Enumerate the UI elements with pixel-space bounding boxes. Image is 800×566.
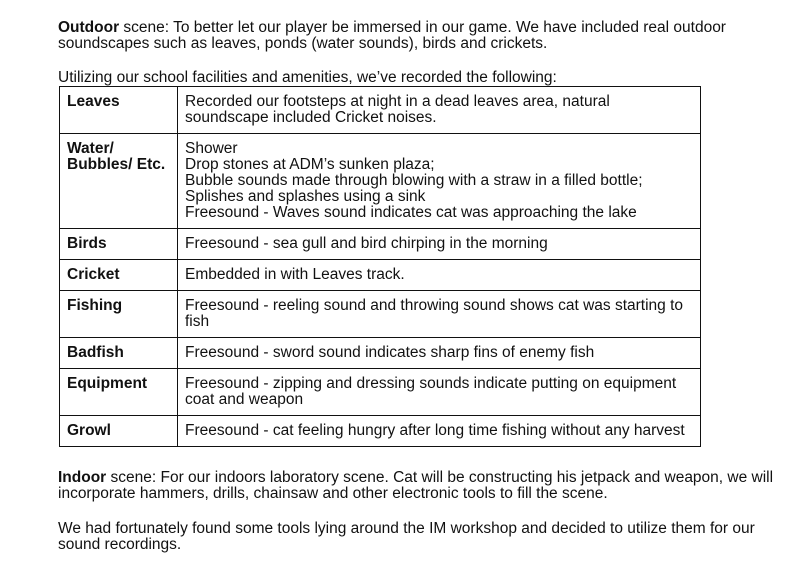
row-description	[178, 229, 701, 260]
outdoor-paragraph	[58, 20, 788, 52]
row-name: Fishing	[60, 291, 178, 338]
description-line: Freesound - reeling sound and throwing sound shows cat was starting to fish	[185, 297, 684, 330]
table-row	[60, 229, 701, 260]
description-line: Recorded our footsteps at night in a dead leaves area, natural soundscape included Cricket noises.	[185, 93, 610, 126]
description-line: Splishes and splashes using a sink	[185, 188, 426, 205]
indoor-text: scene: For our indoors laboratory scene. Cat will be constructing his jetpack and weapon, we will incorporate hammers, drills, chainsaw and other electronic tools to fill the scene.	[58, 469, 774, 502]
indoor-label: Indoor	[58, 469, 107, 486]
row-name: Growl	[60, 416, 178, 447]
indoor-paragraph	[58, 470, 788, 502]
description-line: Freesound - zipping and dressing sounds indicate putting on equipment coat and weapon	[185, 375, 677, 408]
row-description	[178, 134, 701, 229]
row-description	[178, 260, 701, 291]
table-row	[60, 369, 701, 416]
row-name: Badfish	[60, 338, 178, 369]
description-line: Freesound - Waves sound indicates cat was approaching the lake	[185, 204, 637, 221]
description-line: Freesound - sword sound indicates sharp fins of enemy fish	[185, 344, 595, 361]
description-line: Freesound - sea gull and bird chirping in the morning	[185, 235, 548, 252]
table-row	[60, 134, 701, 229]
row-name: Water/ Bubbles/ Etc.	[60, 134, 178, 229]
outdoor-label: Outdoor	[58, 19, 120, 36]
row-name: Birds	[60, 229, 178, 260]
description-line: Shower	[185, 140, 238, 157]
intro-paragraph: Utilizing our school facilities and amenities, we’ve recorded the following:	[58, 69, 557, 86]
tools-paragraph: We had fortunately found some tools lying around the IM workshop and decided to utilize them for our sound recordings.	[58, 520, 755, 553]
table-row	[60, 260, 701, 291]
row-description	[178, 338, 701, 369]
row-description	[178, 291, 701, 338]
description-line: Drop stones at ADM’s sunken plaza;	[185, 156, 435, 173]
row-name: Equipment	[60, 369, 178, 416]
row-description	[178, 416, 701, 447]
table-row	[60, 291, 701, 338]
row-name: Leaves	[60, 87, 178, 134]
description-line: Freesound - cat feeling hungry after long time fishing without any harvest	[185, 422, 685, 439]
description-line: Embedded in with Leaves track.	[185, 266, 405, 283]
recordings-table	[59, 86, 701, 447]
outdoor-text: scene: To better let our player be immersed in our game. We have included real outdoor soundscapes such as leaves, ponds (water sounds), birds and crickets.	[58, 19, 726, 52]
description-line: Bubble sounds made through blowing with a straw in a filled bottle;	[185, 172, 643, 189]
table-row	[60, 416, 701, 447]
row-description	[178, 87, 701, 134]
row-description	[178, 369, 701, 416]
table-row	[60, 338, 701, 369]
table-row	[60, 87, 701, 134]
row-name: Cricket	[60, 260, 178, 291]
